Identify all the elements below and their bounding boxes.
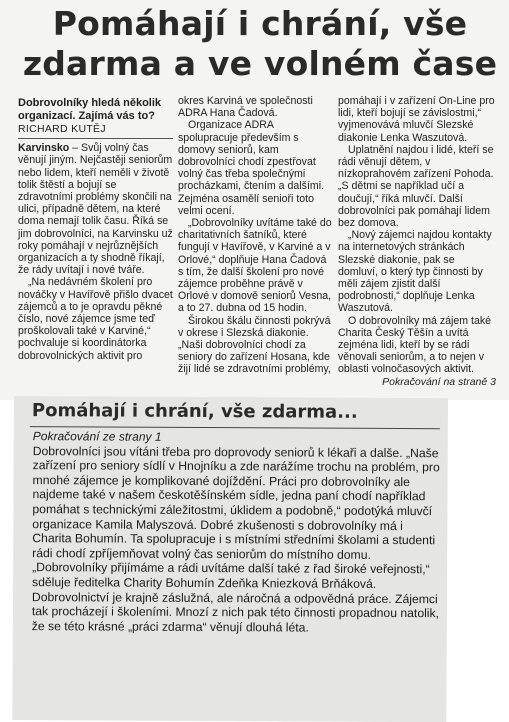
article-headline: Pomáhají i chrání, vše zdarma a ve volném čase xyxy=(22,4,498,83)
continuation-headline: Pomáhají i chrání, vše zdarma... xyxy=(31,400,358,423)
article-column-3 xyxy=(338,95,496,388)
column-3-paragraph-1: pomáhají i v zařízení On-Line pro lidi, kteří bojují se závislostmi,“ vyjmenovává mluvčí Slezské diakonie Lenka Waszutová. xyxy=(338,95,495,144)
column-2-paragraph-1: okres Karviná ve společnosti ADRA Hana Čadová. xyxy=(178,95,313,120)
continuation-paragraph-2: Dobrovolnictví je krajně záslužná, ale náročná a odpovědná práce. Zájemci tak procházejí i školeními. Mnozí z nich pak této činnosti propadnou natolik, že se této krásné „práci zdarma“ věnují dlouhá léta. xyxy=(31,589,440,635)
continuation-body xyxy=(32,429,445,635)
column-3-paragraph-3: „Nový zájemci najdou kontakty na internetových stránkách Slezské diakonie, pak se domluví, o který typ činnosti by měli zájem zjistit další podrobnosti,“ doplňuje Lenka Waszutová. xyxy=(338,229,492,315)
article-clipping-continuation xyxy=(12,396,448,722)
column-1-paragraph-1 xyxy=(18,142,173,276)
column-2-paragraph-4: Širokou škálu činnosti pokrývá v okrese i Slezská diakonie. „Naši dobrovolníci chodí za seniory do zařízení Hosana, kde žijí lidé se zdravotními problémy, xyxy=(178,314,331,376)
column-3-paragraph-2: Uplatnění najdou i lidé, kteří se rádi věnují dětem, v nízkoprahovém zařízení Pohoda. „S dětmi se například učí a doučují,“ říká mluvčí. Další dobrovolníci pak pomáhají lidem bez domova. xyxy=(338,143,494,230)
continued-on-page-note: Pokračování na straně 3 xyxy=(382,375,496,388)
article-lead: Dobrovolníky hledá několik organizací. Zajímá vás to? xyxy=(18,97,162,122)
column-2-paragraph-3: „Dobrovolníky uvítáme také do charitativních šatníků, které fungují v Havířově, v Karviné a v Orlové,“ doplňuje Hana Čadová s tím, že další školení pro nové zájemce proběhne právě v Orlové v domově seniorů Vesna, a to 27. dubna od 15 hodin. xyxy=(178,217,332,315)
article-byline: RICHARD KUTĚJ xyxy=(18,123,173,139)
column-3-paragraph-4: O dobrovolníky má zájem také Charita Český Těšín a uvítá zejména lidi, kteří by se rádi věnovali seniorům, a to nejen v oblasti volnočasových aktivit. xyxy=(338,314,492,376)
article-column-1 xyxy=(18,97,173,362)
dateline-location: Karvinsko xyxy=(18,142,70,155)
column-1-paragraph-2: „Na nedávném školení pro nováčky v Havířově přišlo dvacet zájemců a to je opravdu pěkné číslo, nové zájemce jsme teď proškolovali také v Karviné,“ pochvaluje si koordinátorka dobrovolnických aktivit pro xyxy=(18,276,173,362)
column-1-paragraph-1-text: – Svůj volný čas věnují jiným. Nejčastěji seniorům nebo lidem, kteří neměli v životě tolik štěstí a bojují se zdravotními problémy skončili na ulici, případně dětem, na které doma nemají tolik času. Říká se jim dobrovolníci, na Karvinsku už roky pomáhají v nejrůznějších organizacích a ty shodně říkají, že rády uvítají i nové tváře. xyxy=(18,142,173,277)
continuation-paragraph-1: Dobrovolníci jsou vítáni třeba pro doprovody seniorů k lékaři a dalše. „Naše zařízení pro seniory sídlí v Hnojníku a zde narážíme trochu na problém, pro mnohé zájemce je komplikované dojíždění. Práci pro dobrovolníky ale najdeme také v našem českotěšínském sídle, jedna paní chodí například pomáhat s technickými záležitostmi, úklidem a podobně,“ podotýká mluvčí organizace Kamila Malyszová. Dobré zkušenosti s dobrovolníky má i Charita Bohumín. Ta spolupracuje i s místními středními školami a studenti rádi chodí zpříjemňovat volný čas seniorům do místního domu. „Dobrovolníky přijímáme a rádi uvítáme další také z řad široké veřejnosti,“ sděluje ředitelka Charity Bohumín Zdeňka Kniezková Brňáková. xyxy=(31,443,440,591)
article-column-2 xyxy=(178,95,334,376)
column-2-paragraph-2: Organizace ADRA spolupracuje především s domovy seniorů, kam dobrovolníci chodí zpestřovat volný čas třeba společnými procházkami, čtením a dalšími. Zejména osamělí senioři toto velmi ocení. xyxy=(178,119,325,217)
continued-from-note: Pokračování ze strany 1 xyxy=(32,429,162,444)
